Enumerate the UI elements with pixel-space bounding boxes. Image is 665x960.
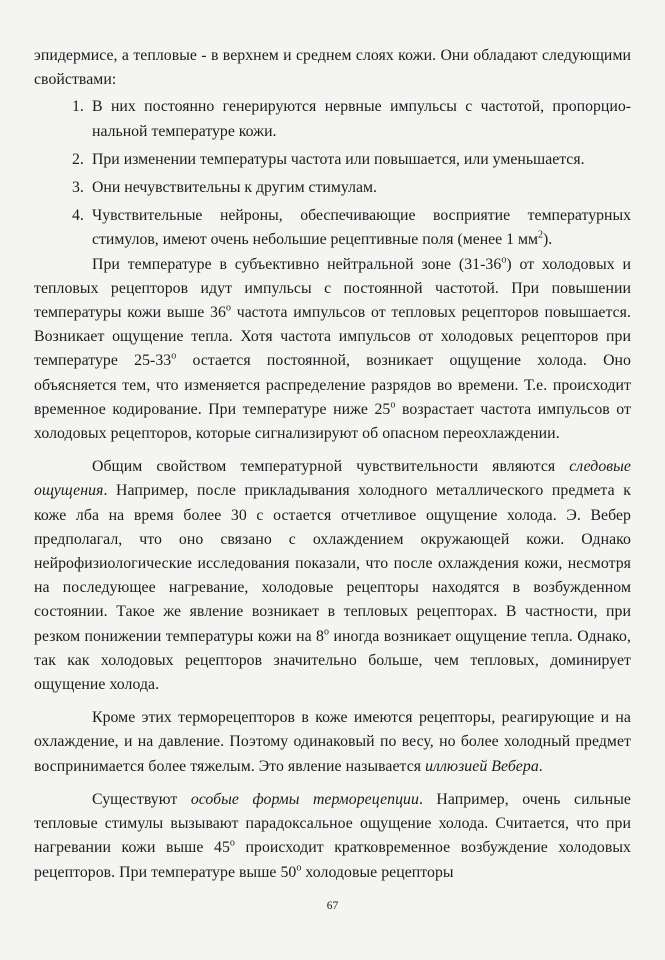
paragraph-neutral-zone xyxy=(34,253,631,447)
list-item-text: При изменении температуры частота или повышается, или уменьшается. xyxy=(92,150,585,168)
text-run: холодовые рецепторы xyxy=(301,863,454,881)
text-run: Кроме этих терморецепторов в коже имеются рецепторы, реагирующие и на охлаждение, и на давление. Поэтому одинаковый по весу, но более холодный предмет воспринимается более тяжелым. Это явление называется xyxy=(34,709,631,775)
italic-term: иллюзией Вебера xyxy=(425,757,539,775)
list-number: 4. xyxy=(72,207,84,225)
text-run: Существуют xyxy=(92,790,191,808)
list-number: 3. xyxy=(72,179,84,197)
paragraph-intro: эпидермисе, а тепловые - в верхнем и среднем слоях кожи. Они обладают следующими свойствами: xyxy=(34,47,631,89)
degree-mark: о xyxy=(501,254,507,266)
text-run: Общим свойством температурной чувствительности являются xyxy=(92,458,570,476)
degree-mark: о xyxy=(324,626,330,638)
text-run: ) от холодовых и тепловых рецепторов идут импульсы с постоянной частотой. При повышении температуры кожи выше 36 xyxy=(34,255,631,322)
text-run: происходит кратковременное возбуждение холодовых рецепторов. При температуре выше 50 xyxy=(34,839,631,881)
degree-mark: о xyxy=(225,302,232,314)
italic-term: особые формы терморецепции xyxy=(190,790,419,808)
text-run: остается постоянной, возникает ощущение холода. Оно объясняется тем, что изменяется распределение разрядов во времени. Т.е. происходит временное кодирование. При температуре ниже 25 xyxy=(34,352,631,418)
degree-mark: о xyxy=(390,399,396,411)
list-item xyxy=(34,204,631,252)
text-run: возрастает частота импульсов от холодовых рецепторов, которые сигнализируют об опасном переохлаждении. xyxy=(34,400,631,443)
list-number: 2. xyxy=(72,150,84,168)
degree-mark: о xyxy=(171,351,177,363)
list-item xyxy=(34,95,631,143)
text-run: . Например, очень сильные тепловые стимулы вызывают парадоксальное ощущение холода. Считается, что при нагревании кожи выше 45 xyxy=(34,790,631,857)
paragraph-special-forms xyxy=(34,788,631,885)
paragraph-trace-sensations xyxy=(34,455,631,697)
paragraph-weber-illusion xyxy=(34,706,631,779)
degree-mark: о xyxy=(229,838,235,850)
list-item-text: Чувствительные нейроны, обеспечивающие восприятие температурных стимулов, имеют очень небольшие рецептивные поля (менее 1 мм xyxy=(92,207,631,249)
text-run: . xyxy=(538,757,543,775)
degree-mark: о xyxy=(296,862,302,874)
list-item-text: В них постоянно генерируются нервные импульсы с частотой, пропорцио-нальной температуре кожи. xyxy=(92,98,631,140)
list-item-text: Они нечувствительны к другим стимулам. xyxy=(92,179,377,197)
text-run: . Например, после прикладывания холодного металлического предмета к коже лба на время более 30 с остается отчетливое ощущение холода. Э. Вебер предполагал, что оно связано с охлаждением окружающей кожи. Однако нейрофизиологические исследования показали, что после охлаждения кожи, несмотря на последующее нагревание, холодовые рецепторы находятся в возбужденном состоянии. Такое же явление возникает в тепловых рецепторах. В частности, при резком понижении температуры кожи на 8 xyxy=(34,482,631,645)
italic-term: следовые ощущения xyxy=(34,458,631,500)
properties-list xyxy=(34,95,631,252)
text-run: При температуре в субъективно нейтральной зоне (31-36 xyxy=(92,255,502,273)
list-number: 1. xyxy=(72,98,84,116)
list-item-text-end: ). xyxy=(542,231,553,249)
list-item xyxy=(34,176,631,200)
list-item xyxy=(34,148,631,172)
page-number: 67 xyxy=(326,900,339,912)
text-run: иногда возникает ощущение тепла. Однако, так как холодовых рецепторов значительно больше, чем тепловых, доминирует ощущение холода. xyxy=(34,627,631,694)
text-run: частота импульсов от тепловых рецепторов повышается. Возникает ощущение тепла. Хотя частота импульсов от холодовых рецепторов при температуре 25-33 xyxy=(34,304,631,370)
superscript: 2 xyxy=(537,230,543,242)
